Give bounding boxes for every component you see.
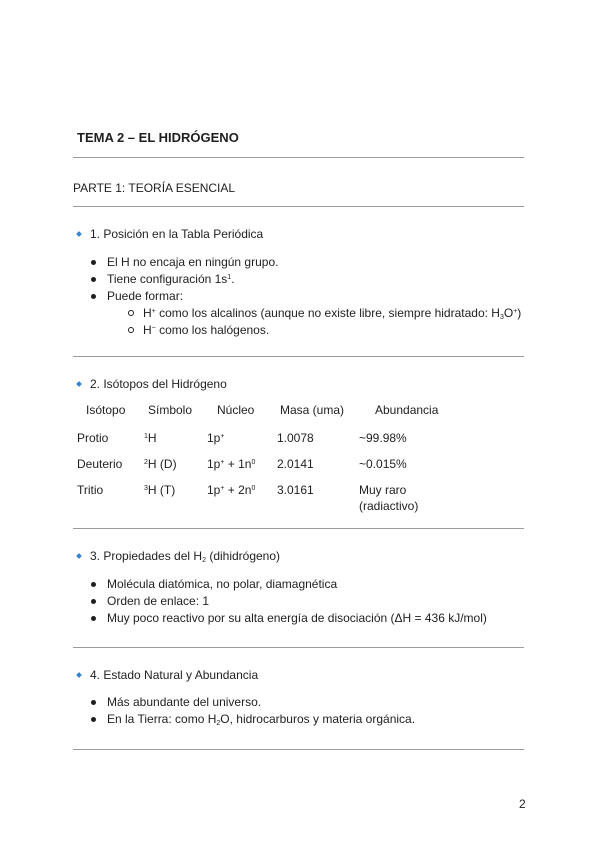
table-header: Abundancia: [375, 403, 439, 417]
table-cell-symbol: $^3$H (T): [144, 483, 176, 497]
table-cell-mass: 2.0141: [277, 457, 314, 471]
table-cell-isotope: Protio: [77, 431, 109, 445]
section-3-heading: 3. Propiedades del $H_2$ (dihidrógeno): [77, 549, 280, 563]
list-item: Orden de enlace: 1: [88, 593, 487, 610]
table-cell-nucleus: $1p^+ + 2n^0$: [207, 483, 256, 497]
diamond-bullet-icon: [76, 672, 82, 678]
table-header: Masa (uma): [280, 403, 345, 417]
section-2-heading-text: 2. Isótopos del Hidrógeno: [90, 377, 227, 391]
divider: [73, 647, 524, 648]
section-1-heading-text: 1. Posición en la Tabla Periódica: [90, 227, 264, 241]
section-1-heading: [77, 227, 263, 241]
table-header: Símbolo: [148, 403, 193, 417]
divider: [73, 206, 524, 207]
list-item: En la Tierra: como $H_2O$, hidrocarburos y materia orgánica.: [88, 711, 415, 728]
list-item: El H no encaja en ningún grupo.: [88, 254, 521, 271]
list-item: Muy poco reactivo por su alta energía de disociación (ΔH = 436 kJ/mol): [88, 610, 487, 627]
table-cell-nucleus: 1p+: [207, 431, 225, 445]
diamond-bullet-icon: [76, 553, 82, 559]
table-cell-nucleus: $1p^+ + 1n^0$: [207, 457, 256, 471]
table-cell-abundance: ~0.015%: [359, 457, 407, 471]
section-4-bullet-list: [88, 694, 415, 728]
list-item: Tiene configuración $1s^1$.: [88, 271, 521, 288]
section-2-heading: [77, 377, 227, 391]
list-item: Molécula diatómica, no polar, diamagnética: [88, 576, 487, 593]
diamond-bullet-icon: [76, 231, 82, 237]
divider: [73, 528, 524, 529]
table-cell-isotope: Deuterio: [77, 457, 123, 471]
table-header: Núcleo: [217, 403, 255, 417]
page-title: TEMA 2 – EL HIDRÓGENO: [77, 130, 239, 145]
table-cell-abundance: Muy raro: [359, 483, 407, 497]
table-cell-symbol: $^2$H (D): [144, 457, 177, 471]
list-item: H− como los halógenos.: [88, 322, 521, 339]
table-cell-abundance: ~99.98%: [359, 431, 407, 445]
section-4-heading-text: 4. Estado Natural y Abundancia: [90, 668, 259, 682]
section-1-bullet-list: [88, 254, 521, 339]
divider: [73, 356, 524, 357]
divider: [73, 749, 524, 750]
divider: [73, 157, 524, 158]
table-cell-mass: 3.0161: [277, 483, 314, 497]
section-3-bullet-list: [88, 576, 487, 627]
part-heading: PARTE 1: TEORÍA ESENCIAL: [73, 181, 236, 195]
table-cell-mass: 1.0078: [277, 431, 314, 445]
list-item: Puede formar:: [88, 288, 521, 305]
list-item: Más abundante del universo.: [88, 694, 415, 711]
diamond-bullet-icon: [76, 381, 82, 387]
table-cell-isotope: Tritio: [77, 483, 104, 497]
list-item: H+ como los alcalinos (aunque no existe libre, siempre hidratado: $H_3O^+$): [88, 305, 521, 322]
section-4-heading: [77, 668, 258, 682]
table-cell-symbol: $^1$H: [144, 431, 157, 445]
page-number: 2: [519, 797, 526, 811]
table-cell-abundance-note: (radiactivo): [359, 499, 419, 513]
table-header: Isótopo: [86, 403, 126, 417]
